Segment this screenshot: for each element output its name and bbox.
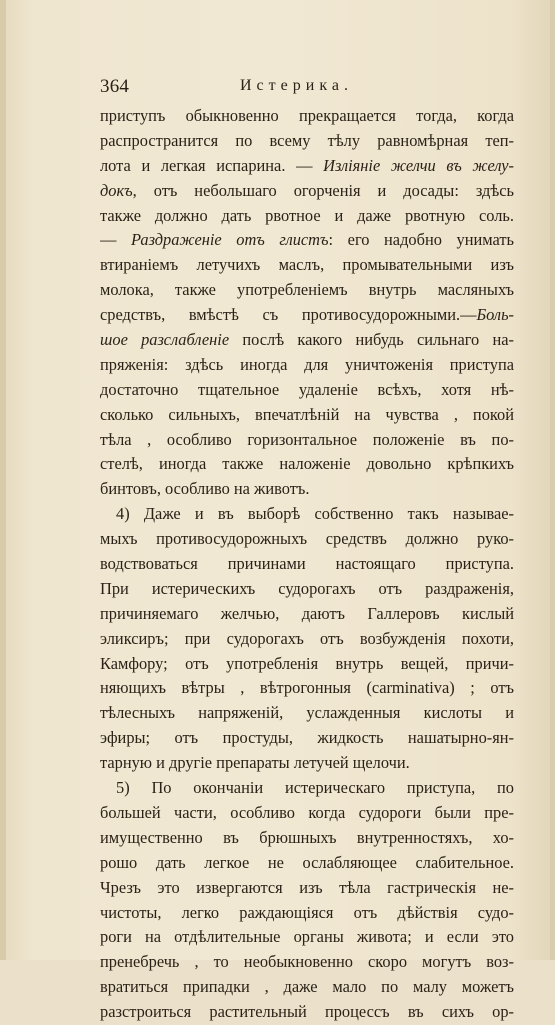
text-segment: втираніемъ летучихъ маслъ, промывательными изъ [100, 255, 514, 275]
text-segment: водствоваться причинами настоящаго приступа. [100, 554, 514, 574]
italic-text: Боль- [476, 305, 514, 325]
text-segment: чистоты, легко раждающіяся отъ дѣйствія судо- [100, 902, 514, 922]
running-title: Истерика. [240, 77, 353, 94]
text-line [100, 826, 514, 851]
text-line [100, 776, 514, 801]
text-segment: : его надобно унимать [328, 230, 514, 250]
text-segment: рошо дать легкое не ослабляющее слабительное. [100, 852, 514, 872]
page-header [100, 76, 512, 102]
text-line [100, 278, 514, 303]
text-line [100, 701, 514, 726]
text-segment: приступъ обыкновенно прекращается тогда, когда [100, 106, 514, 125]
text-line [100, 378, 514, 403]
italic-text: Изліяніе желчи въ желу- [323, 155, 514, 175]
page-number: 364 [100, 76, 130, 97]
italic-text: докъ [100, 180, 133, 200]
text-segment: няющихъ вѣтры , вѣтрогонныя (carminativa) ; отъ [100, 678, 514, 698]
text-line [100, 502, 514, 527]
text-line [100, 676, 514, 701]
text-line [100, 577, 514, 602]
text-line [100, 179, 514, 204]
text-segment: разстроиться растительный процессъ въ сихъ ор- [100, 1002, 514, 1022]
text-segment: средствъ, вмѣстѣ съ противосудорожными.— [100, 305, 477, 325]
text-line [100, 452, 514, 477]
text-segment: тѣлесныхъ напряженій, услажденныя кислоты и [100, 703, 514, 723]
text-line [100, 228, 514, 253]
text-segment: 4) Даже и въ выборѣ собственно такъ называе- [116, 504, 514, 524]
text-segment: Камфору; отъ употребленія внутрь вещей, причи- [100, 653, 514, 673]
text-line [100, 751, 514, 776]
page-edge-left [0, 0, 6, 960]
text-line [100, 627, 514, 652]
text-segment: бинтовъ, особливо на животъ. [100, 479, 310, 499]
text-line [100, 154, 514, 179]
text-line [100, 652, 514, 677]
text-segment: 5) По окончаніи истерическаго приступа, по [116, 778, 514, 798]
text-segment: Чрезъ это извергаются изъ тѣла гастрическія не- [100, 877, 514, 897]
text-segment: большей части, особливо когда судороги были пре- [100, 802, 514, 822]
text-segment: лота и легкая испарина. — [100, 155, 324, 175]
text-segment: пряженія: здѣсь иногда для уничтоженія приступа [100, 354, 514, 374]
text-line [100, 1000, 514, 1025]
text-segment: эликсиръ; при судорогахъ отъ возбужденія похоти, [100, 628, 514, 648]
text-line [100, 428, 514, 453]
text-segment: имущественно въ брюшныхъ внутренностяхъ, хо- [100, 827, 514, 847]
text-line [100, 527, 514, 552]
page-edge-right [550, 0, 555, 960]
text-line [100, 975, 514, 1000]
text-line [100, 353, 514, 378]
text-line [100, 204, 514, 229]
text-segment: роги на отдѣлительные органы живота; и если это [100, 927, 514, 947]
text-line [100, 104, 514, 129]
text-line [100, 477, 514, 502]
text-segment: , отъ небольшаго огорченія и досады: здѣсь [132, 180, 514, 200]
text-segment: тѣла , особливо горизонтальное положеніе въ по- [100, 429, 514, 449]
text-line [100, 876, 514, 901]
text-segment: мыхъ противосудорожныхъ средствъ должно руко- [100, 529, 514, 549]
text-line [100, 552, 514, 577]
text-line [100, 328, 514, 353]
text-line [100, 403, 514, 428]
text-line [100, 901, 514, 926]
text-line [100, 950, 514, 975]
text-segment: — [100, 230, 131, 250]
text-segment: тарную и другіе препараты летучей щелочи. [100, 753, 410, 773]
text-segment: причиняемаго желчью, даютъ Галлеровъ кислый [100, 603, 514, 623]
text-segment: эфиры; отъ простуды, жидкость нашатырно-ян- [100, 728, 514, 748]
text-line [100, 801, 514, 826]
text-line [100, 925, 514, 950]
italic-text: шое разслабленіе [100, 330, 230, 350]
text-segment: молока, также употребленіемъ внутрь масляныхъ [100, 280, 514, 300]
text-body [100, 104, 514, 1025]
italic-text: Раздраженіе отъ глистъ [130, 230, 329, 250]
text-segment: пренебречь , то необыкновенно скоро могутъ воз- [100, 952, 514, 972]
text-segment: сколько сильныхъ, впечатлѣній на чувства , покой [100, 404, 514, 424]
text-segment: вратиться припадки , даже мало по малу можетъ [100, 977, 514, 997]
text-segment: достаточно тщательное удаленіе всѣхъ, хотя нѣ- [100, 379, 514, 399]
text-segment: стелѣ, иногда также наложеніе довольно крѣпкихъ [100, 454, 514, 474]
text-line [100, 602, 514, 627]
text-segment: послѣ какого нибудь сильнаго на- [229, 330, 514, 350]
text-line [100, 851, 514, 876]
text-segment: распространится по всему тѣлу равномѣрная теп- [100, 130, 514, 150]
text-line [100, 129, 514, 154]
text-segment: также должно дать рвотное и даже рвотную соль. [100, 205, 514, 225]
text-line [100, 253, 514, 278]
text-line [100, 303, 514, 328]
text-line [100, 726, 514, 751]
text-segment: При истерическихъ судорогахъ отъ раздраженія, [100, 578, 514, 598]
